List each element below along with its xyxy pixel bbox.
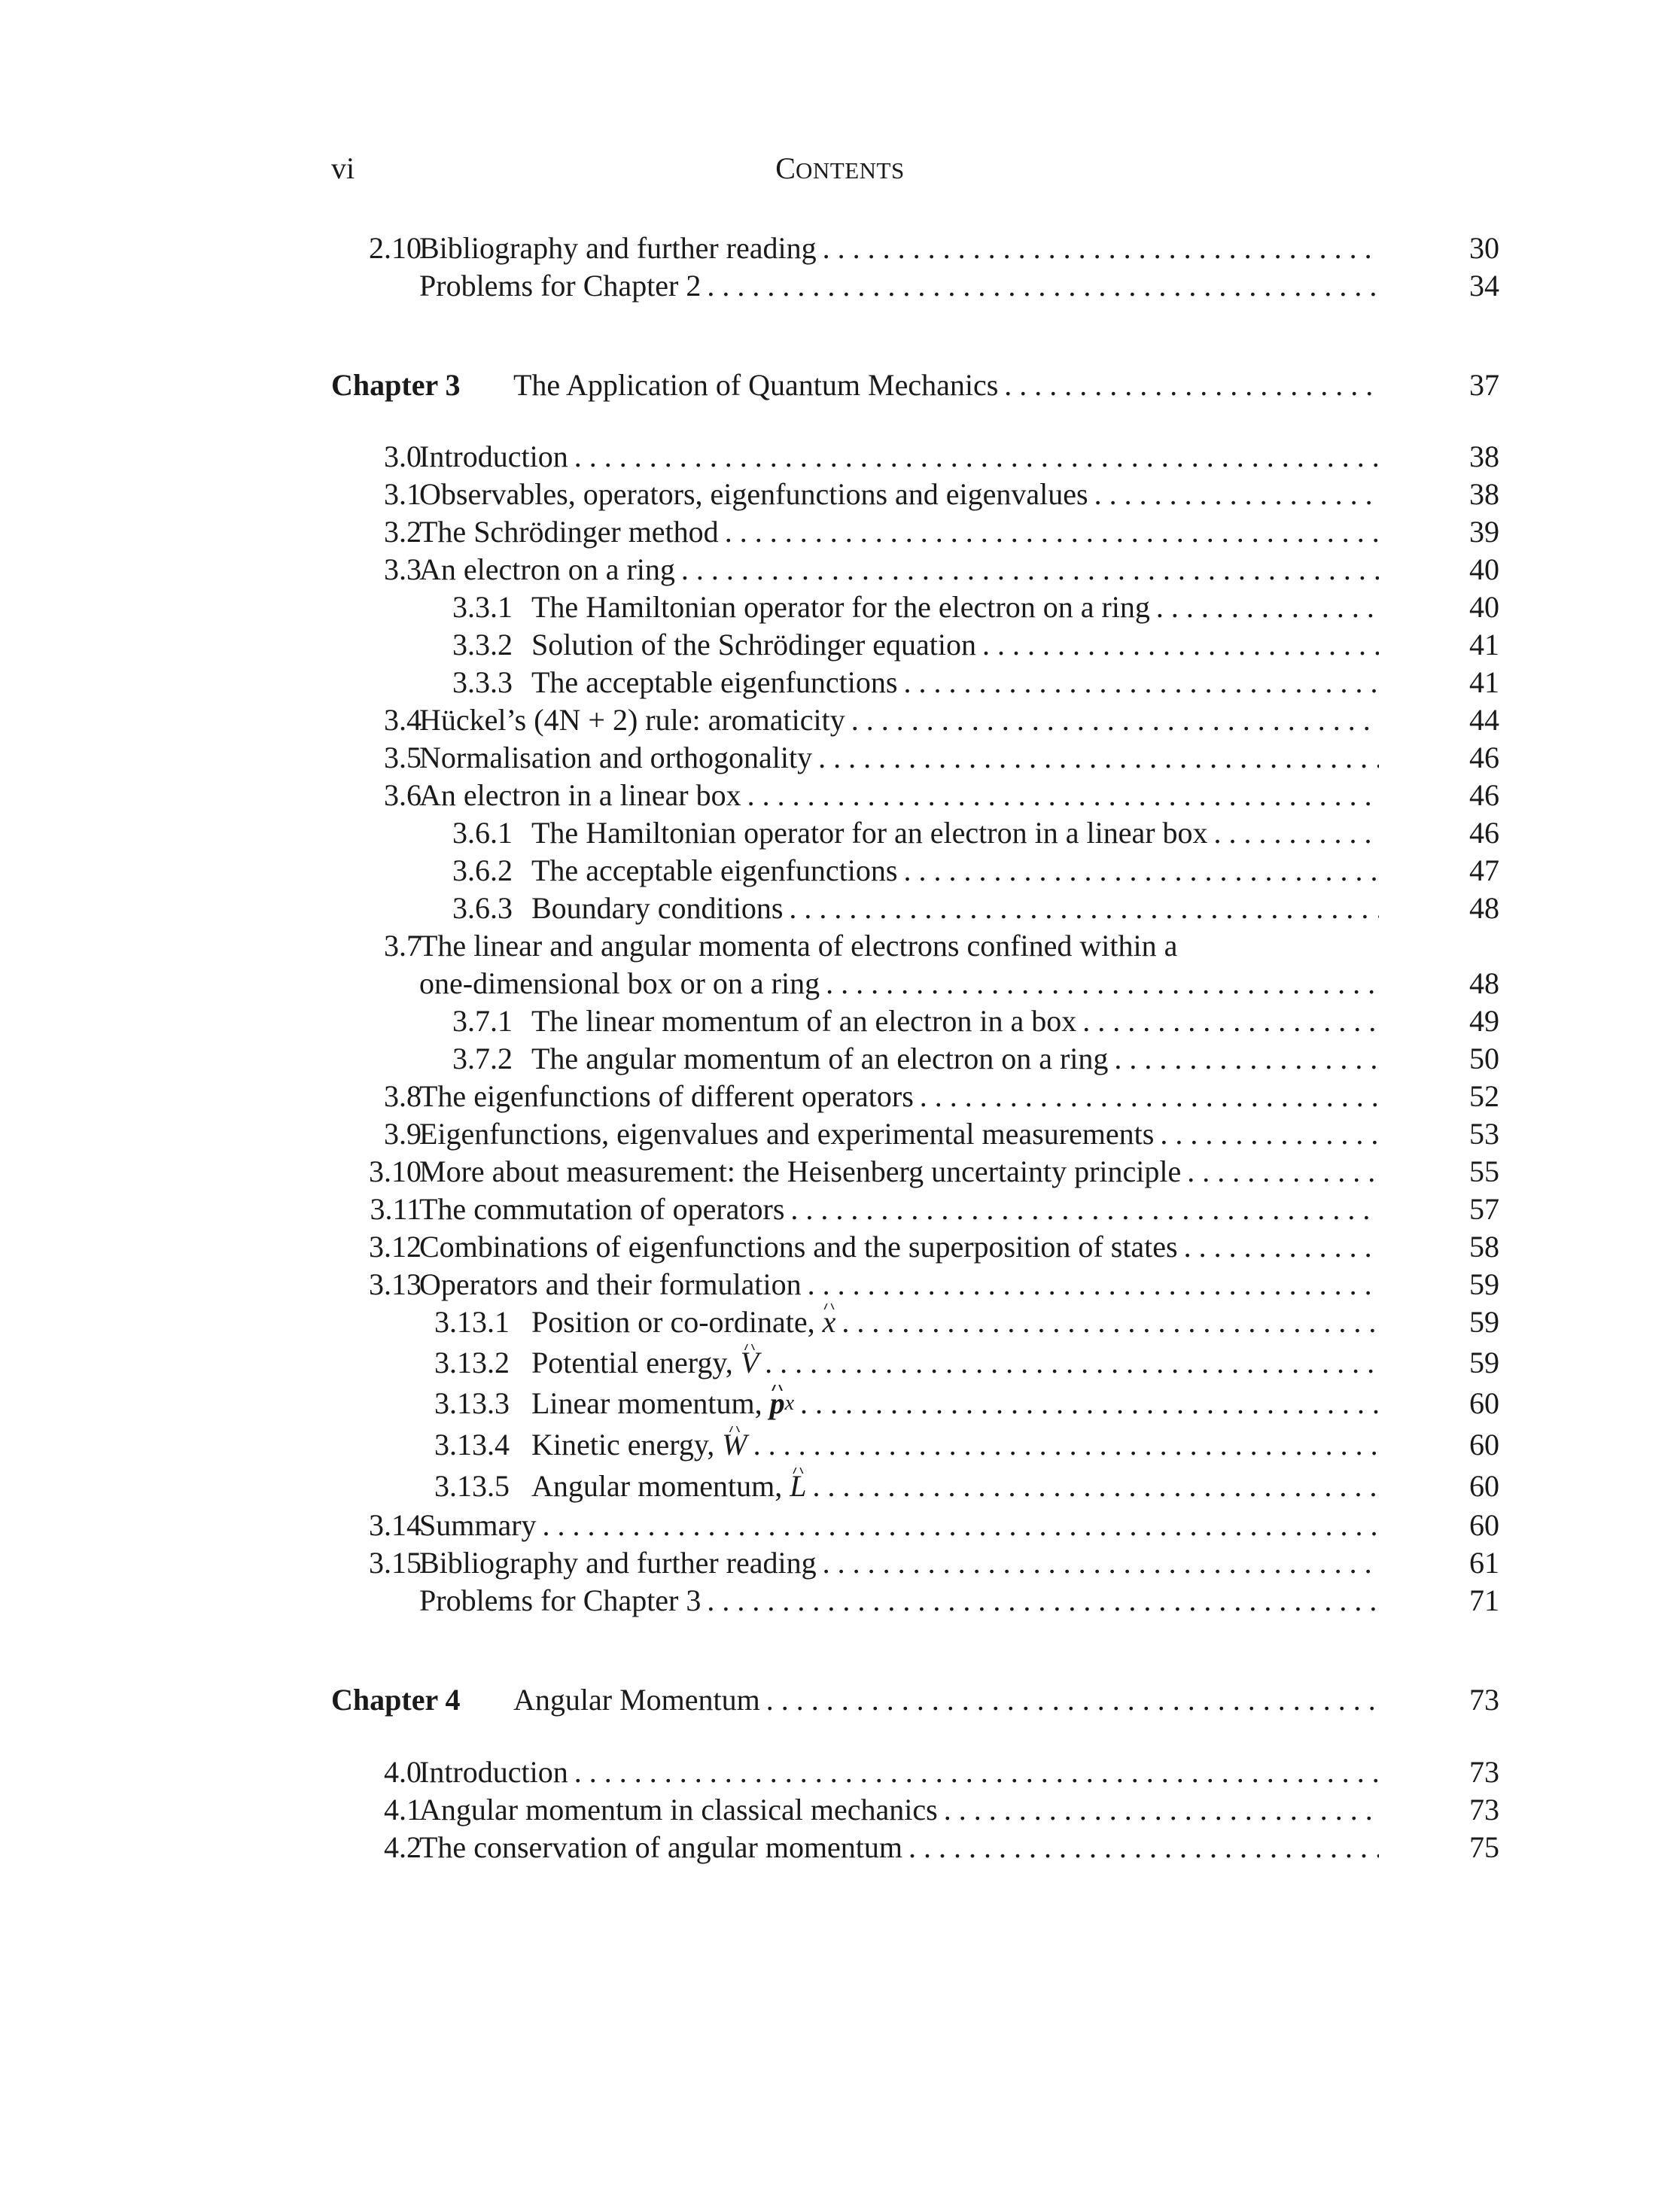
page-number: 46	[1469, 816, 1499, 850]
section-number: 3.13.1	[434, 1305, 510, 1339]
entry-title	[419, 1266, 1379, 1303]
toc-entry	[0, 1791, 1680, 1829]
dot-leader	[902, 1829, 1379, 1866]
section-number: 3.13.5	[434, 1469, 510, 1503]
section-number: 3.7.2	[452, 1042, 513, 1075]
toc-entry	[0, 1303, 1680, 1341]
toc-entry	[0, 589, 1680, 626]
toc-entry	[0, 1582, 1680, 1620]
section-number: 3.14	[369, 1508, 422, 1542]
running-head-initial: C	[775, 151, 796, 185]
toc-entry	[0, 1040, 1680, 1078]
page-number: 53	[1469, 1117, 1499, 1151]
toc-entry	[0, 626, 1680, 664]
dot-leader	[675, 551, 1379, 589]
entry-title-text: The eigenfunctions of different operators	[419, 1079, 914, 1113]
entry-title-text: The Application of Quantum Mechanics	[513, 368, 999, 402]
entry-title-text: Operators and their formulation	[419, 1267, 802, 1301]
page-number: 60	[1469, 1386, 1499, 1420]
entry-title	[419, 965, 1379, 1002]
entry-title-text: Angular Momentum	[513, 1683, 760, 1717]
entry-title	[419, 1228, 1379, 1266]
entry-title	[531, 1468, 1379, 1505]
entry-title	[419, 1153, 1379, 1191]
dot-leader	[568, 1754, 1379, 1791]
toc-entry	[0, 438, 1680, 476]
page-number: 41	[1469, 665, 1499, 699]
entry-title	[513, 1681, 1379, 1719]
dot-leader	[897, 664, 1379, 701]
dot-leader	[701, 1582, 1379, 1620]
toc-entry	[0, 1344, 1680, 1382]
entry-title	[419, 1191, 1379, 1228]
page-number: 61	[1469, 1546, 1499, 1580]
dot-leader	[817, 230, 1379, 267]
section-number: 3.6.2	[452, 853, 513, 887]
dot-leader	[760, 1681, 1379, 1719]
page-number: 59	[1469, 1267, 1499, 1301]
entry-title-text: An electron in a linear box	[419, 778, 741, 812]
page-number: 49	[1469, 1004, 1499, 1038]
toc-entry	[0, 965, 1680, 1002]
entry-title-text: The linear momentum of an electron in a box	[531, 1004, 1077, 1038]
entry-title	[419, 438, 1379, 476]
dot-leader	[1178, 1228, 1379, 1266]
entry-title-text: Linear momentum,	[531, 1386, 762, 1420]
entry-title-text: The Schrödinger method	[419, 515, 719, 549]
page-number: 37	[1469, 368, 1499, 402]
toc-entry	[0, 1002, 1680, 1040]
section-number: 3.9	[384, 1117, 422, 1151]
dot-leader	[820, 965, 1379, 1002]
section-number: 4.2	[384, 1830, 422, 1864]
page-number: 59	[1469, 1305, 1499, 1339]
entry-title	[419, 1507, 1379, 1544]
section-number: 3.0	[384, 440, 422, 473]
folio: vi	[331, 151, 355, 185]
toc-entry	[0, 1544, 1680, 1582]
chapter-label: Chapter 4	[331, 1683, 461, 1717]
section-number: 4.0	[384, 1755, 422, 1789]
entry-title	[531, 589, 1379, 626]
entry-title-text: The Hamiltonian operator for the electron on a ring	[531, 590, 1150, 624]
dot-leader	[1154, 1115, 1379, 1153]
toc-entry	[0, 890, 1680, 927]
entry-title-text: Kinetic energy,	[531, 1428, 715, 1462]
entry-title-text: The commutation of operators	[419, 1192, 785, 1226]
section-number: 3.11	[370, 1192, 422, 1226]
entry-title	[419, 513, 1379, 551]
dot-leader	[938, 1791, 1379, 1829]
dot-leader	[1088, 476, 1379, 513]
page-number: 40	[1469, 552, 1499, 586]
entry-title	[531, 814, 1379, 852]
entry-title-text: The angular momentum of an electron on a ring	[531, 1042, 1109, 1075]
entry-title	[531, 1040, 1379, 1078]
entry-title	[419, 267, 1379, 305]
page-number: 73	[1469, 1755, 1499, 1789]
entry-title-text: Observables, operators, eigenfunctions and eigenvalues	[419, 477, 1088, 511]
entry-title-text: one-dimensional box or on a ring	[419, 966, 820, 1000]
section-number: 3.7	[384, 929, 422, 963]
entry-title	[419, 230, 1379, 267]
toc-entry	[0, 1468, 1680, 1505]
entry-title-text: Boundary conditions	[531, 891, 784, 925]
entry-title-text: Angular momentum,	[531, 1469, 783, 1503]
dot-leader	[741, 777, 1379, 814]
toc-entry	[0, 777, 1680, 814]
section-number: 3.3	[384, 552, 422, 586]
page-number: 59	[1469, 1346, 1499, 1379]
toc-entry	[0, 664, 1680, 701]
section-number: 3.13.2	[434, 1346, 510, 1379]
entry-title-text: Introduction	[419, 440, 568, 473]
dot-leader	[802, 1266, 1379, 1303]
section-number: 3.15	[369, 1546, 422, 1580]
toc-entry	[0, 1078, 1680, 1115]
entry-title	[513, 367, 1379, 404]
operator-symbol: L ^	[790, 1468, 806, 1505]
toc-entry	[0, 1115, 1680, 1153]
page-number: 40	[1469, 590, 1499, 624]
page-number: 38	[1469, 477, 1499, 511]
page-number: 60	[1469, 1428, 1499, 1462]
section-number: 3.3.2	[452, 628, 513, 662]
page-number: 55	[1469, 1154, 1499, 1188]
dot-leader	[537, 1507, 1379, 1544]
page-number: 44	[1469, 703, 1499, 737]
entry-title	[419, 701, 1379, 739]
page-header	[0, 151, 1680, 196]
entry-title	[531, 664, 1379, 701]
page-number: 46	[1469, 741, 1499, 774]
entry-title	[531, 1002, 1379, 1040]
entry-title-text: The Hamiltonian operator for an electron in a linear box	[531, 816, 1208, 850]
toc-entry	[0, 476, 1680, 513]
entry-title-text: Introduction	[419, 1755, 568, 1789]
dot-leader	[835, 1303, 1379, 1341]
dot-leader	[976, 626, 1379, 664]
entry-title-text: Normalisation and orthogonality	[419, 741, 813, 774]
section-number: 3.10	[369, 1154, 422, 1188]
page-number: 38	[1469, 440, 1499, 473]
dot-leader	[701, 267, 1379, 305]
dot-leader	[1181, 1153, 1379, 1191]
entry-title	[531, 1426, 1379, 1464]
running-head	[0, 151, 1680, 186]
dot-leader	[568, 438, 1379, 476]
section-number: 3.12	[369, 1230, 422, 1264]
entry-title-text: More about measurement: the Heisenberg uncertainty principle	[419, 1154, 1182, 1188]
page-number: 39	[1469, 515, 1499, 549]
toc-entry	[0, 814, 1680, 852]
dot-leader	[998, 367, 1379, 404]
section-number: 3.3.3	[452, 665, 513, 699]
dot-leader	[783, 890, 1379, 927]
entry-title-text: Angular momentum in classical mechanics	[419, 1793, 938, 1827]
section-number: 3.4	[384, 703, 422, 737]
section-number: 3.5	[384, 741, 422, 774]
entry-title	[531, 1344, 1379, 1382]
dot-leader	[1108, 1040, 1379, 1078]
page-number: 41	[1469, 628, 1499, 662]
page-number: 75	[1469, 1830, 1499, 1864]
page-number: 71	[1469, 1583, 1499, 1617]
entry-title-text: Solution of the Schrödinger equation	[531, 628, 977, 662]
chapter-entry	[0, 367, 1680, 404]
dot-leader	[897, 852, 1379, 890]
running-head-rest: ONTENTS	[795, 157, 905, 184]
entry-title-text: Bibliography and further reading	[419, 231, 817, 265]
entry-title	[531, 890, 1379, 927]
entry-title	[419, 1791, 1379, 1829]
entry-title	[419, 1544, 1379, 1582]
page-number: 73	[1469, 1793, 1499, 1827]
entry-title-text: An electron on a ring	[419, 552, 675, 586]
page-number: 50	[1469, 1042, 1499, 1075]
entry-title-text: Hückel’s (4N + 2) rule: aromaticity	[419, 703, 845, 737]
dot-leader	[794, 1385, 1379, 1422]
dot-leader	[784, 1191, 1379, 1228]
section-number: 3.13.3	[434, 1386, 510, 1420]
toc-entry	[0, 1754, 1680, 1791]
toc-entry	[0, 551, 1680, 589]
page-number: 47	[1469, 853, 1499, 887]
entry-title	[419, 927, 1379, 965]
entry-title-text: Potential energy,	[531, 1346, 733, 1379]
toc-entry	[0, 1266, 1680, 1303]
entry-title-text: Combinations of eigenfunctions and the superposition of states	[419, 1230, 1178, 1264]
section-number: 3.8	[384, 1079, 422, 1113]
toc-entry	[0, 927, 1680, 965]
entry-title	[531, 1385, 1379, 1422]
page-number: 58	[1469, 1230, 1499, 1264]
toc-entry	[0, 1507, 1680, 1544]
section-number: 3.1	[384, 477, 422, 511]
page-number: 73	[1469, 1683, 1499, 1717]
entry-title	[419, 1115, 1379, 1153]
operator-symbol: V ^	[741, 1344, 759, 1382]
operator-symbol: W ^	[722, 1426, 747, 1464]
entry-title-text: Position or co-ordinate,	[531, 1305, 815, 1339]
dot-leader	[747, 1426, 1379, 1464]
entry-title	[419, 1078, 1379, 1115]
dot-leader	[845, 701, 1379, 739]
entry-title-text: Problems for Chapter 3	[419, 1583, 702, 1617]
toc-entry	[0, 701, 1680, 739]
entry-title-text: The acceptable eigenfunctions	[531, 853, 898, 887]
dot-leader	[807, 1468, 1379, 1505]
chapter-label: Chapter 3	[331, 368, 461, 402]
toc-entry	[0, 1153, 1680, 1191]
toc-entry	[0, 1426, 1680, 1464]
dot-leader	[914, 1078, 1379, 1115]
toc-entry	[0, 267, 1680, 305]
dot-leader	[759, 1344, 1379, 1382]
page-number: 48	[1469, 891, 1499, 925]
toc-entry	[0, 1829, 1680, 1866]
entry-title-text: Summary	[419, 1508, 537, 1542]
operator-symbol: x ^	[823, 1303, 836, 1341]
chapter-entry	[0, 1681, 1680, 1719]
entry-title-text: Bibliography and further reading	[419, 1546, 817, 1580]
operator-subscript: x	[784, 1392, 795, 1415]
section-number: 2.10	[369, 231, 422, 265]
entry-title-text: The linear and angular momenta of electrons confined within a	[419, 929, 1178, 963]
section-number: 3.6.3	[452, 891, 513, 925]
dot-leader	[1150, 589, 1379, 626]
entry-title-text: The conservation of angular momentum	[419, 1830, 903, 1864]
dot-leader	[812, 739, 1379, 777]
page-number: 34	[1469, 269, 1499, 303]
toc-entry	[0, 230, 1680, 267]
entry-title	[531, 1303, 1379, 1341]
entry-title-text: The acceptable eigenfunctions	[531, 665, 898, 699]
page-number: 60	[1469, 1469, 1499, 1503]
section-number: 4.1	[384, 1793, 422, 1827]
entry-title	[419, 739, 1379, 777]
section-number: 3.6	[384, 778, 422, 812]
dot-leader	[817, 1544, 1379, 1582]
section-number: 3.13	[369, 1267, 422, 1301]
page-number: 46	[1469, 778, 1499, 812]
entry-title-text: Eigenfunctions, eigenvalues and experimental measurements	[419, 1117, 1155, 1151]
dot-leader	[1076, 1002, 1379, 1040]
entry-title	[419, 1829, 1379, 1866]
entry-title	[531, 852, 1379, 890]
section-number: 3.2	[384, 515, 422, 549]
entry-title	[419, 1582, 1379, 1620]
page-number: 57	[1469, 1192, 1499, 1226]
entry-title	[419, 476, 1379, 513]
toc-entry	[0, 739, 1680, 777]
entry-title-text: Problems for Chapter 2	[419, 269, 702, 303]
toc-entry	[0, 1228, 1680, 1266]
section-number: 3.3.1	[452, 590, 513, 624]
page-number: 48	[1469, 966, 1499, 1000]
dot-leader	[1208, 814, 1379, 852]
operator-symbol: p ^	[770, 1385, 785, 1422]
entry-title	[419, 777, 1379, 814]
section-number: 3.6.1	[452, 816, 513, 850]
page-number: 52	[1469, 1079, 1499, 1113]
toc-entry	[0, 1385, 1680, 1422]
entry-title	[419, 1754, 1379, 1791]
toc-entry	[0, 852, 1680, 890]
entry-title	[531, 626, 1379, 664]
page-number: 60	[1469, 1508, 1499, 1542]
toc-entry	[0, 1191, 1680, 1228]
toc-entry	[0, 513, 1680, 551]
dot-leader	[719, 513, 1379, 551]
section-number: 3.13.4	[434, 1428, 510, 1462]
page-number: 30	[1469, 231, 1499, 265]
entry-title	[419, 551, 1379, 589]
section-number: 3.7.1	[452, 1004, 513, 1038]
